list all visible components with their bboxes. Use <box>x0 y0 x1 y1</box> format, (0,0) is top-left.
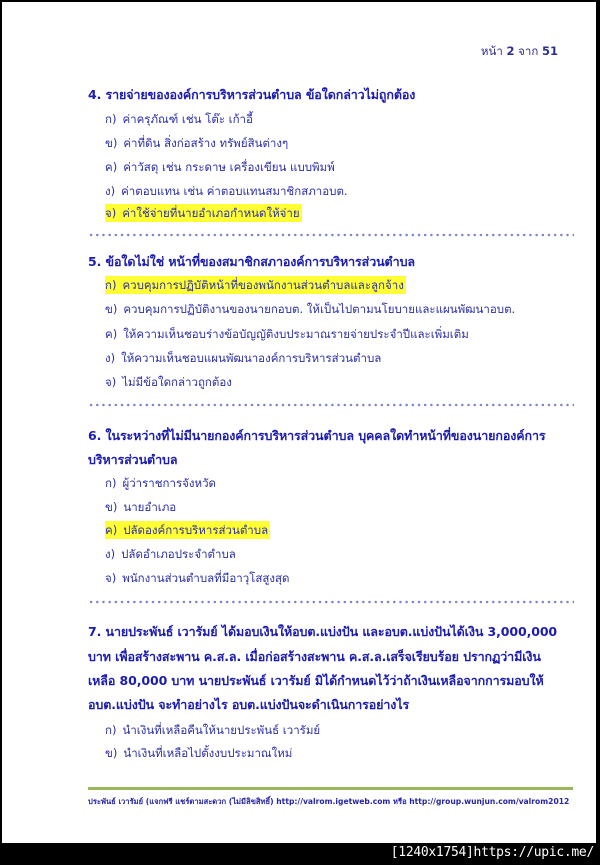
question-4-option-b: ข) ค่าที่ดิน สิ่งก่อสร้าง ทรัพย์สินต่างๆ <box>105 136 289 150</box>
question-6-option-e: จ) พนักงานส่วนตำบลที่มีอาวุโสสูงสุด <box>105 571 290 585</box>
question-6-option-a: ก) ผู้ว่าราชการจังหวัด <box>105 476 217 490</box>
image-caption: [1240x1754]https://upic.me/ <box>390 845 594 860</box>
question-5-option-e: จ) ไม่มีข้อใดกล่าวถูกต้อง <box>105 375 232 389</box>
question-6-title-line-1: 6. ในระหว่างที่ไม่มีนายกองค์การบริหารส่วนตำบล บุคคลใดทำหน้าที่ของนายกองค์การ <box>88 428 546 443</box>
question-4-title: 4. รายจ่ายขององค์การบริหารส่วนตำบล ข้อใดกล่าวไม่ถูกต้อง <box>88 87 416 102</box>
page-number-current: 2 <box>506 44 515 58</box>
question-4-option-a: ก) ค่าครุภัณฑ์ เช่น โต๊ะ เก้าอี้ <box>105 112 253 126</box>
page-number <box>481 43 558 61</box>
question-5-option-b: ข) ควบคุมการปฏิบัติงานของนายกอบต. ให้เป็นไปตามนโยบายและแผนพัฒนาอบต. <box>105 302 516 316</box>
question-7-title-line-2: บาท เพื่อสร้างสะพาน ค.ส.ล. เมื่อก่อสร้างสะพาน ค.ส.ล.เสร็จเรียบร้อย ปรากฏว่ามีเงิน <box>88 649 541 664</box>
question-7-option-a: ก) นำเงินที่เหลือคืนให้นายประพันธ์ เวารัมย์ <box>105 723 321 737</box>
page-number-total: 51 <box>541 44 558 58</box>
question-5-option-d: ง) ให้ความเห็นชอบแผนพัฒนาองค์การบริหารส่วนตำบล <box>105 351 382 365</box>
document-page <box>2 2 596 843</box>
question-6-option-d: ง) ปลัดอำเภอประจำตำบล <box>105 547 236 561</box>
question-7-title-line-1: 7. นายประพันธ์ เวารัมย์ ได้มอบเงินให้อบต.แบ่งปัน และอบต.แบ่งปันได้เงิน 3,000,000 <box>88 624 558 639</box>
star-divider <box>88 599 574 605</box>
page-number-prefix: หน้า <box>480 44 503 58</box>
question-6-title-line-2: บริหารส่วนตำบล <box>88 452 178 467</box>
footer-credit: ประพันธ์ เวารัมย์ (แจกฟรี แชร์ตามสะดวก (ไม่มีลิขสิทธิ์) http://valrom.igetweb.com หรือ http://group.wunjun.com/valrom2012 <box>88 797 570 806</box>
question-4-option-d: ง) ค่าตอบแทน เช่น ค่าตอบแทนสมาชิกสภาอบต. <box>105 184 348 198</box>
question-5-option-c: ค) ให้ความเห็นชอบร่างข้อบัญญัติงบประมาณรายจ่ายประจำปีและเพิ่มเติม <box>105 327 469 341</box>
footer-rule <box>88 787 573 790</box>
star-divider <box>88 402 574 408</box>
question-5-option-a-answer-highlight: ก) ควบคุมการปฏิบัติหน้าที่ของพนักงานส่วนตำบลและลูกจ้าง <box>105 278 404 292</box>
question-4-option-e-answer-highlight: จ) ค่าใช้จ่ายที่นายอำเภอกำหนดให้จ่าย <box>105 206 300 220</box>
question-7-option-b: ข) นำเงินที่เหลือไปตั้งงบประมาณใหม่ <box>105 746 293 760</box>
question-5-title: 5. ข้อใดไม่ใช่ หน้าที่ของสมาชิกสภาองค์การบริหารส่วนตำบล <box>88 254 415 269</box>
question-4-option-c: ค) ค่าวัสดุ เช่น กระดาษ เครื่องเขียน แบบพิมพ์ <box>105 160 335 174</box>
page-number-of-label: จาก <box>518 44 539 58</box>
question-6-option-b: ข) นายอำเภอ <box>105 500 177 514</box>
question-7-title-line-4: อบต.แบ่งปัน จะทำอย่างไร อบต.แบ่งปันจะดำเนินการอย่างไร <box>88 697 410 712</box>
question-6-option-c-answer-highlight: ค) ปลัดองค์การบริหารส่วนตำบล <box>105 523 269 537</box>
star-divider <box>88 232 574 238</box>
question-7-title-line-3: เหลือ 80,000 บาท นายประพันธ์ เวารัมย์ มิได้กำหนดไว้ว่าถ้าเงินเหลือจากการมอบให้ <box>88 673 544 688</box>
